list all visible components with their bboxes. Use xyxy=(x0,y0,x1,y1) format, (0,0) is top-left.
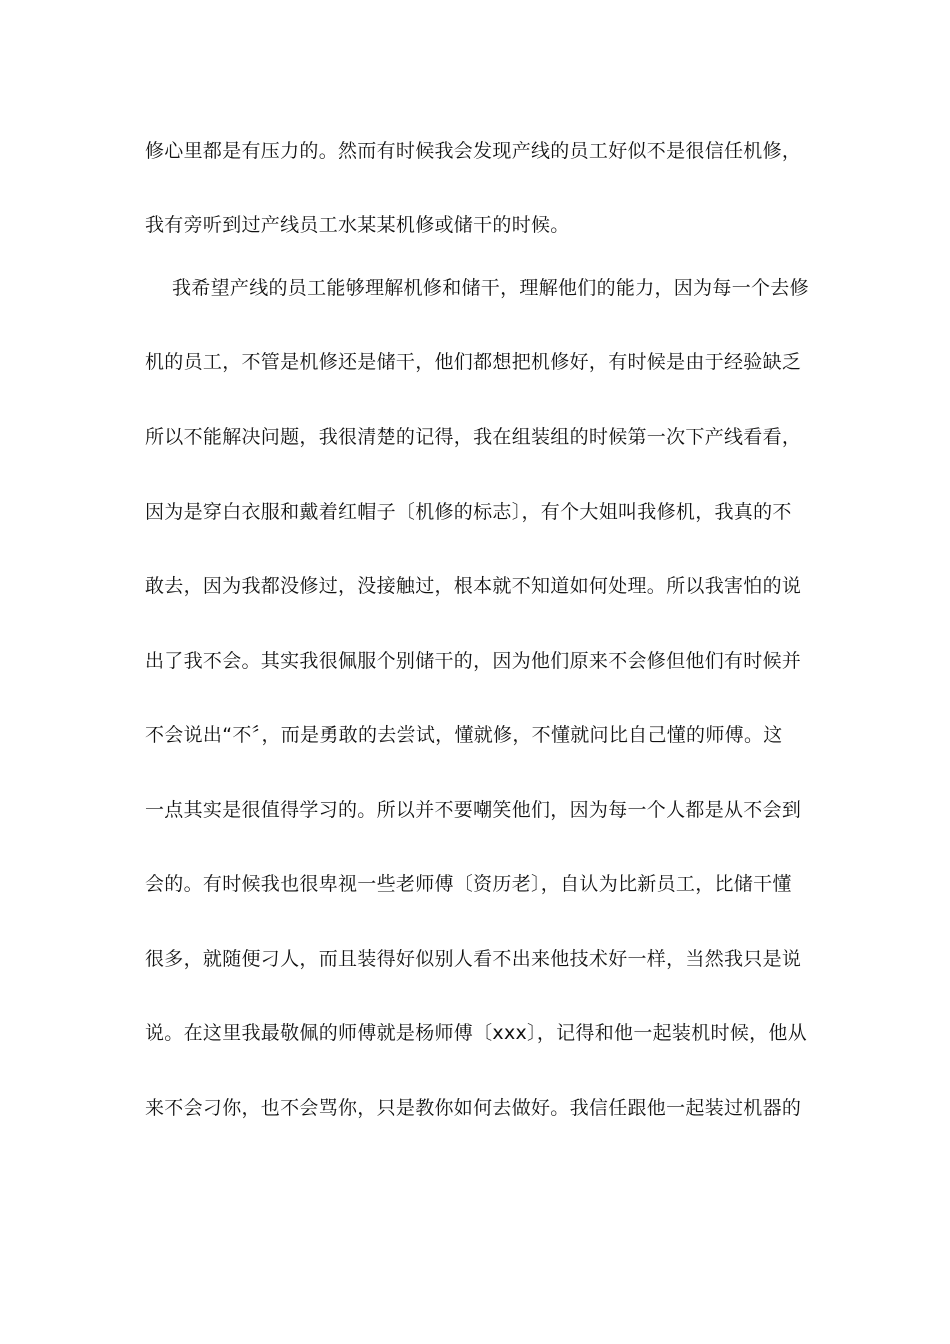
text-line: 很多，就随便刁人，而且装得好似别人看不出来他技术好一样，当然我只是说 xyxy=(145,948,802,970)
text-line: 说。在这里我最敬佩的师傅就是杨师傅〔xxx〕，记得和他一起装机时候，他从 xyxy=(145,1022,808,1044)
paragraph-first-line: 我希望产线的员工能够理解机修和储干，理解他们的能力，因为每一个去修 xyxy=(172,277,809,299)
text-line: 所以不能解决问题，我很清楚的记得，我在组装组的时候第一次下产线看看， xyxy=(145,426,802,448)
text-line: 机的员工，不管是机修还是储干，他们都想把机修好，有时候是由于经验缺乏 xyxy=(145,351,802,373)
text-line: 因为是穿白衣服和戴着红帽子〔机修的标志〕，有个大姐叫我修机，我真的不 xyxy=(145,501,792,523)
text-line: 一点其实是很值得学习的。所以并不要嘲笑他们，因为每一个人都是从不会到 xyxy=(145,799,802,821)
text-line: 不会说出“不〞，而是勇敢的去尝试，懂就修，不懂就问比自己懂的师傅。这 xyxy=(145,724,783,746)
text-line: 我有旁听到过产线员工水某某机修或储干的时候。 xyxy=(145,214,570,236)
text-line: 敢去，因为我都没修过，没接触过，根本就不知道如何处理。所以我害怕的说 xyxy=(145,575,802,597)
text-line: 修心里都是有压力的。然而有时候我会发现产线的员工好似不是很信任机修， xyxy=(145,140,802,162)
text-line: 会的。有时候我也很卑视一些老师傅〔资历老〕，自认为比新员工，比储干懂 xyxy=(145,873,792,895)
text-line: 来不会刁你，也不会骂你，只是教你如何去做好。我信任跟他一起装过机器的 xyxy=(145,1097,802,1119)
text-line: 出了我不会。其实我很佩服个别储干的，因为他们原来不会修但他们有时候并 xyxy=(145,650,802,672)
